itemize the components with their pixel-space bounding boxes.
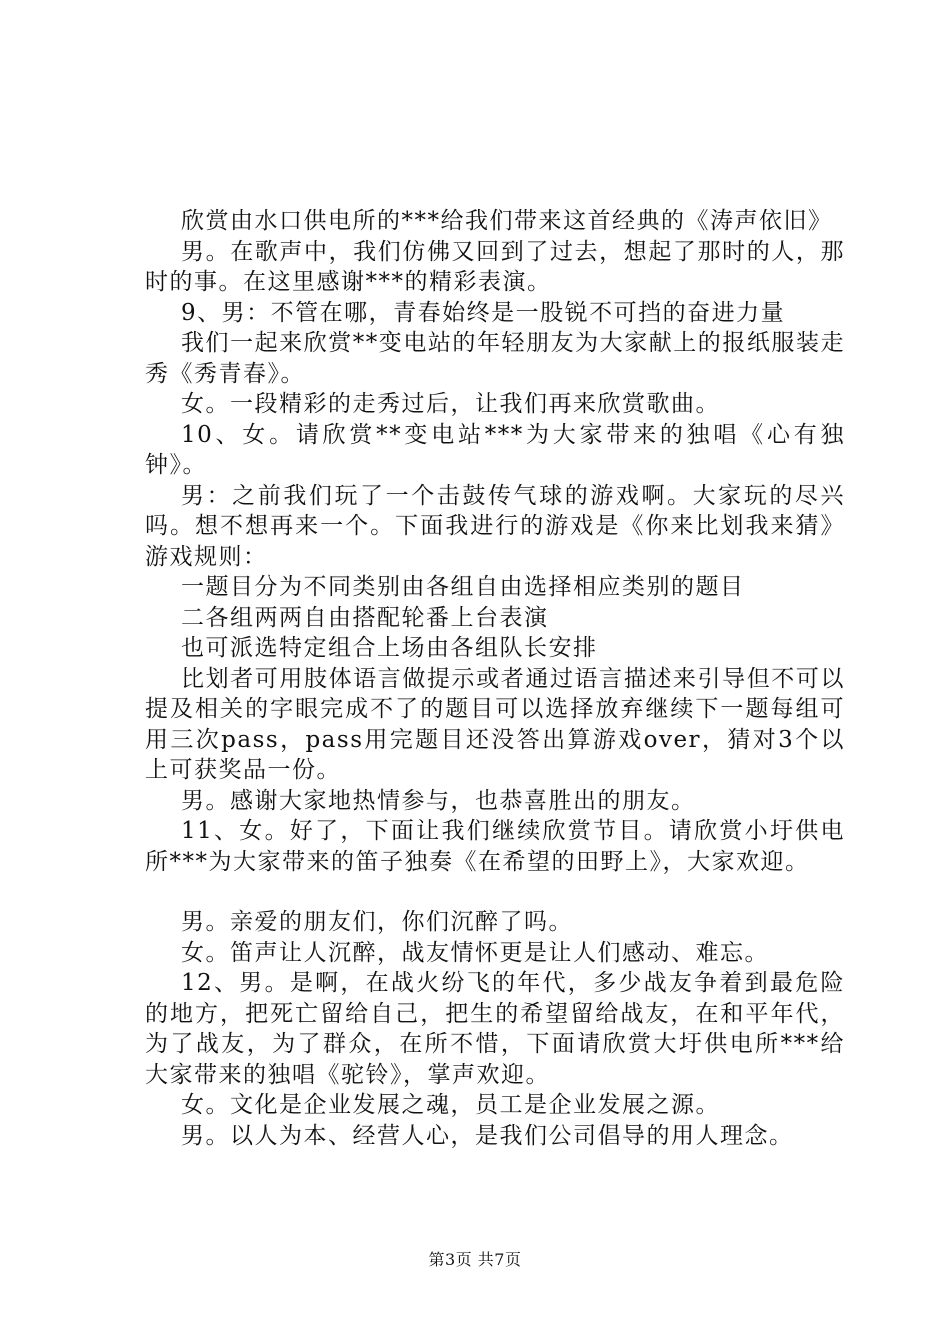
paragraph: 欣赏由水口供电所的***给我们带来这首经典的《涛声依旧》 (181, 208, 833, 234)
paragraph: 男。感谢大家地热情参与，也恭喜胜出的朋友。 (181, 787, 696, 814)
paragraph: 女。笛声让人沉醉，战友情怀更是让人们感动、难忘。 (181, 939, 769, 966)
paragraph: 也可派选特定组合上场由各组队长安排 (181, 635, 598, 661)
paragraph: 我们一起来欣赏**变电站的年轻朋友为大家献上的报纸服装走秀《秀青春》。 (145, 330, 845, 387)
paragraph: 男。以人为本、经营人心，是我们公司倡导的用人理念。 (181, 1122, 794, 1149)
paragraph: 11、女。好了，下面让我们继续欣赏节目。请欣赏小圩供电所***为大家带来的笛子独奏《在希望的田野上》，大家欢迎。 (145, 818, 845, 875)
paragraph: 9、男：不管在哪，青春始终是一股锐不可挡的奋进力量 (181, 299, 786, 326)
page-number-footer: 第3页 共7页 (428, 1250, 522, 1269)
paragraph: 一题目分为不同类别由各组自由选择相应类别的题目 (181, 574, 745, 600)
paragraph: 男。亲爱的朋友们，你们沉醉了吗。 (181, 909, 573, 935)
paragraph: 12、男。是啊，在战火纷飞的年代，多少战友争着到最危险的地方，把死亡留给自己，把生的希望留给战友，在和平年代，为了战友，为了群众，在所不惜，下面请欣赏大圩供电所***给大家带来的独唱《驼铃》，掌声欢迎。 (145, 970, 845, 1088)
paragraph: 男：之前我们玩了一个击鼓传气球的游戏啊。大家玩的尽兴吗。想不想再来一个。下面我进行的游戏是《你来比划我来猜》游戏规则： (145, 482, 845, 570)
paragraph: 男。在歌声中，我们仿佛又回到了过去，想起了那时的人，那时的事。在这里感谢***的精彩表演。 (145, 238, 845, 295)
paragraph: 女。一段精彩的走秀过后，让我们再来欣赏歌曲。 (181, 391, 720, 417)
paragraph: 二各组两两自由搭配轮番上台表演 (181, 604, 549, 631)
paragraph: 女。文化是企业发展之魂，员工是企业发展之源。 (181, 1092, 720, 1118)
document-body (145, 206, 845, 1151)
paragraph: 10、女。请欣赏**变电站***为大家带来的独唱《心有独钟》。 (145, 421, 845, 478)
paragraph: 比划者可用肢体语言做提示或者通过语言描述来引导但不可以提及相关的字眼完成不了的题目可以选择放弃继续下一题每组可用三次pass，pass用完题目还没答出算游戏over，猜对3个以上可获奖品一份。 (145, 665, 845, 783)
